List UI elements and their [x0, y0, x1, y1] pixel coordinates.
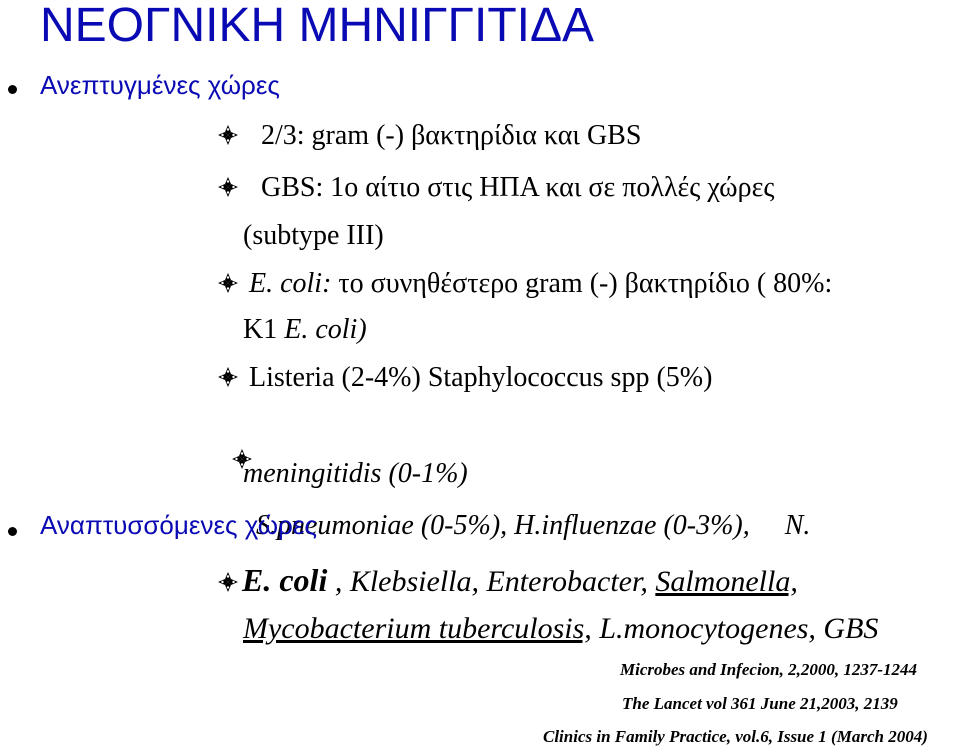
- item-text: E. coli:: [249, 268, 332, 299]
- item-text: S.pneumoniae (0-5%), H.influenzae (0-3%), N.: [256, 510, 811, 541]
- item-continuation: [243, 314, 367, 346]
- diamond-ornament-icon: [218, 174, 240, 196]
- dot-bullet-icon: [8, 527, 17, 536]
- item-continuation: meningitidis (0-1%): [243, 458, 468, 489]
- section-heading-developed: Ανεπτυγμένες χώρες: [40, 70, 280, 100]
- list-item: [218, 268, 832, 300]
- page-title: ΝΕΟΓΝΙΚΗ ΜΗΝΙΓΓΙΤΙΔΑ: [40, 0, 595, 52]
- section-heading-developing: Αναπτυσσόμενες χώρες: [40, 510, 317, 540]
- item-text: L.monocytogenes, GBS: [591, 612, 879, 645]
- item-text: Salmonella,: [655, 565, 798, 598]
- item-text: το συνηθέστερο gram (-) βακτηρίδιο ( 80%:: [331, 268, 833, 299]
- item-text: K1: [243, 314, 285, 345]
- dot-bullet-icon: [8, 85, 17, 94]
- list-item: [218, 172, 774, 204]
- item-text: 2/3: gram (-) βακτηρίδια και GBS: [261, 120, 642, 151]
- reference: The Lancet vol 361 June 21,2003, 2139: [622, 694, 898, 713]
- diamond-ornament-icon: [218, 364, 238, 386]
- item-text: E. coli: [242, 562, 328, 598]
- item-text: Mycobacterium tuberculosis,: [243, 612, 592, 645]
- item-continuation: (subtype III): [243, 220, 384, 251]
- diamond-ornament-icon: [218, 122, 240, 144]
- item-text: GBS: [261, 172, 316, 203]
- item-text: Listeria (2-4%) Staphylococcus spp (5%): [249, 362, 713, 393]
- list-item: [218, 120, 641, 152]
- item-continuation: [243, 612, 878, 646]
- diamond-ornament-icon: [218, 569, 238, 591]
- item-text: : 1ο αίτιο στις: [315, 172, 480, 203]
- item-text: ΗΠΑ και σε πολλές χώρες: [479, 172, 775, 203]
- diamond-ornament-icon: [218, 270, 238, 292]
- item-text: , Klebsiella, Enterobacter,: [327, 565, 656, 598]
- reference: Microbes and Infecion, 2,2000, 1237-1244: [620, 660, 918, 679]
- reference: Clinics in Family Practice, vol.6, Issue 1 (March 2004): [543, 727, 928, 746]
- list-item: [218, 562, 798, 599]
- item-text: E. coli): [284, 314, 367, 345]
- list-item: [218, 362, 712, 394]
